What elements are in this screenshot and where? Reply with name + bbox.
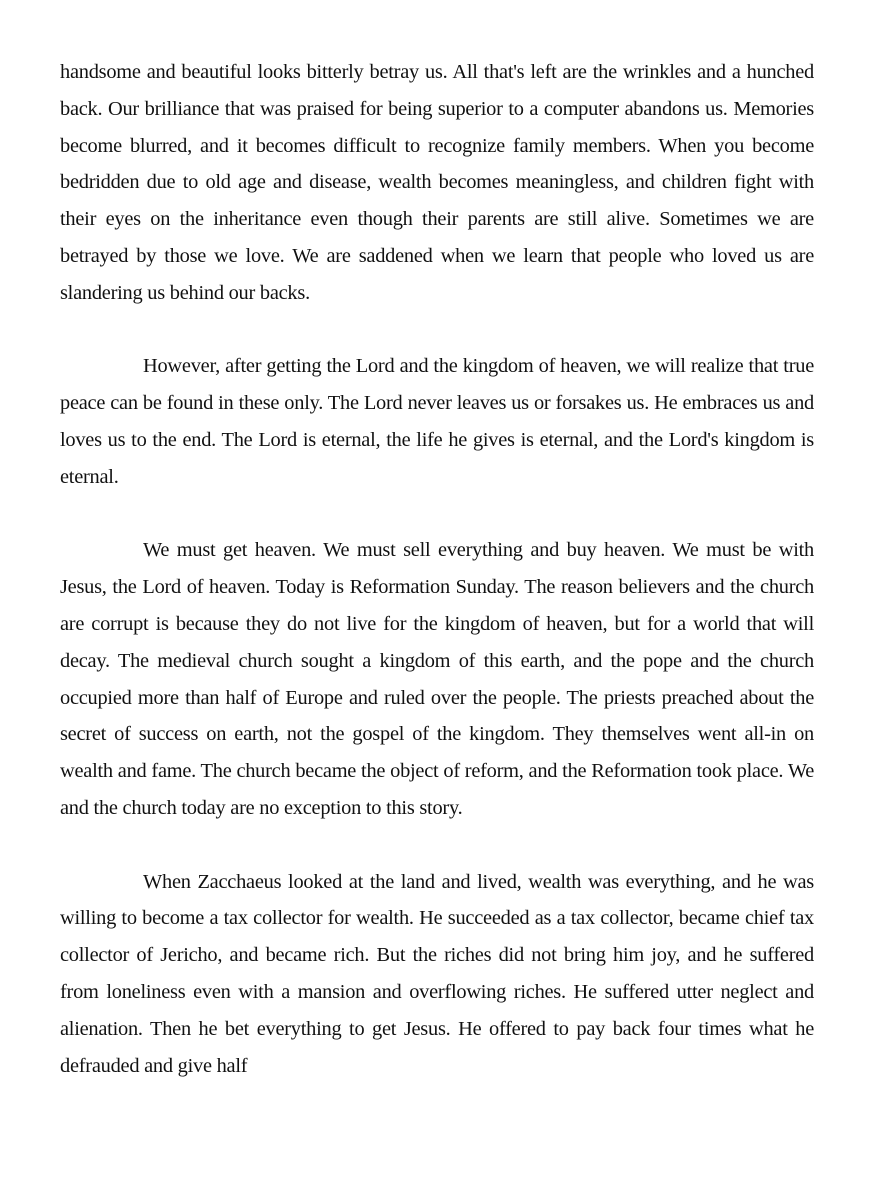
paragraph-lord-and-heaven: However, after getting the Lord and the kingdom of heaven, we will realize that true peace can be found in these only. The Lord never leaves us or forsakes us. He embraces us and loves us to the end. The Lord is eternal, the life he gives is eternal, and the Lord's kingdom is eternal. bbox=[60, 355, 814, 488]
paragraph-reformation-sunday: We must get heaven. We must sell everything and buy heaven. We must be with Jesus, the Lord of heaven. Today is Reformation Sunday. The reason believers and the church are corrupt is because they do not live for the kingdom of heaven, but for a world that will decay. The medieval church sought a kingdom of this earth, and the pope and the church occupied more than half of Europe and ruled over the people. The priests preached about the secret of success on earth, not the gospel of the kingdom. They themselves went all-in on wealth and fame. The church became the object of reform, and the Reformation took place. We and the church today are no exception to this story. bbox=[60, 539, 814, 819]
paragraph-continuation: handsome and beautiful looks bitterly betray us. All that's left are the wrinkles and a hunched back. Our brilliance that was praised for being superior to a computer abandons us. Memories become blurred, and it becomes difficult to recognize family members. When you become bedridden due to old age and disease, wealth becomes meaningless, and children fight with their eyes on the inheritance even though their parents are still alive. Sometimes we are betrayed by those we love. We are saddened when we learn that people who loved us are slandering us behind our backs. bbox=[60, 61, 814, 304]
paragraph-zacchaeus: When Zacchaeus looked at the land and lived, wealth was everything, and he was willing to become a tax collector for wealth. He succeeded as a tax collector, became chief tax collector of Jericho, and became rich. But the riches did not bring him joy, and he suffered from loneliness even with a mansion and overflowing riches. He suffered utter neglect and alienation. Then he bet everything to get Jesus. He offered to pay back four times what he defrauded and give half bbox=[60, 870, 814, 1077]
document-page bbox=[60, 54, 814, 1121]
